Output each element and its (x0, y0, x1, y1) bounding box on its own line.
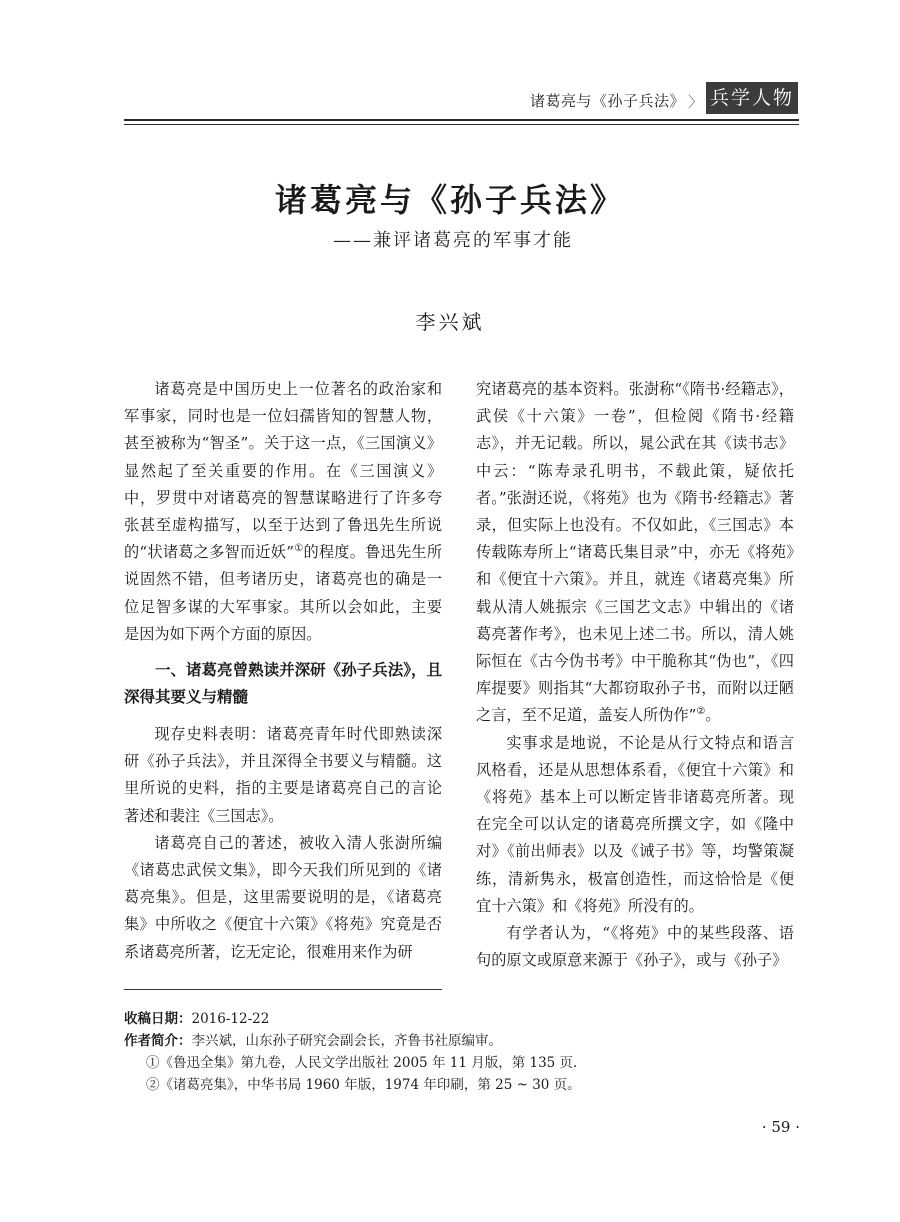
footnote-rule (124, 989, 442, 990)
paragraph: 实事求是地说，不论是从行文特点和语言风格看，还是从思想体系看，《便宜十六策》和《将苑》基本上可以断定皆非诸葛亮所著。现在完全可以认定的诸葛亮所撰文字，如《隆中对》《前出师表》以及《诫子书》等，均警策凝练，清新隽永，极富创造性，而这恰恰是《便宜十六策》和《将苑》所没有的。 (476, 733, 794, 915)
paragraph: 诸葛亮是中国历史上一位著名的政治家和军事家，同时也是一位妇孺皆知的智慧人物，甚至被称为“智圣”。关于这一点，《三国演义》显然起了至关重要的作用。在《三国演义》中，罗贯中对诸葛亮的智慧谋略进行了许多夸张甚至虚构描写，以至于达到了鲁迅先生所说的“状诸葛之多智而近妖”①的程度。鲁迅先生所说固然不错，但考诸历史，诸葛亮也的确是一位足智多谋的大军事家。其所以会如此，主要是因为如下两个方面的原因。 (124, 380, 443, 643)
article-title: 诸葛亮与《孙子兵法》 (274, 181, 625, 219)
header-rule-thick (124, 119, 799, 121)
footnote-2: ②《诸葛亮集》，中华书局 1960 年版，1974 年印刷，第 25 ~ 30 页。 (146, 1077, 581, 1093)
paragraph: 诸葛亮自己的著述，被收入清人张澍所编《诸葛忠武侯文集》，即今天我们所见到的《诸葛亮集》。但是，这里需要说明的是，《诸葛亮集》中所收之《便宜十六策》《将苑》究竟是否系诸葛亮所著，讫无定论，很难用来作为研 (124, 833, 442, 961)
author-name: 李兴斌 (415, 310, 485, 334)
footnote-ref: ② (696, 706, 706, 718)
section-heading: 一、诸葛亮曾熟读并深研《孙子兵法》，且深得其要义与精髓 (124, 661, 442, 707)
body-column-right (476, 376, 794, 974)
article-subtitle: ——兼评诸葛亮的军事才能 (333, 230, 573, 251)
footnote-ref: ① (294, 543, 304, 555)
running-header-title: 诸葛亮与《孙子兵法》 (529, 92, 685, 110)
page-number: · 59 · (761, 1118, 800, 1136)
paragraph: 现存史料表明：诸葛亮青年时代即熟读深研《孙子兵法》，并且深得全书要义与精髓。这里所说的史料，指的主要是诸葛亮自己的言论著述和裴注《三国志》。 (124, 725, 442, 825)
header-rule-thin (124, 124, 799, 125)
paragraph: 有学者认为，“《将苑》中的某些段落、语句的原文或原意来源于《孙子》，或与《孙子》 (476, 924, 794, 970)
section-tag: 兵学人物 (706, 82, 798, 114)
author-bio: 作者简介：李兴斌，山东孙子研究会副会长，齐鲁书社原编审。 (124, 1033, 502, 1049)
footnotes (124, 1008, 800, 1096)
footnote-1: ①《鲁迅全集》第九卷，人民文学出版社 2005 年 11 月版，第 135 页． (146, 1055, 587, 1071)
paragraph: 究诸葛亮的基本资料。张澍称“《隋书·经籍志》，武侯《十六策》一卷”，但检阅《隋书·经籍志》，并无记载。所以，晁公武在其《读书志》中云：“陈寿录孔明书，不载此策，疑依托者。”张澍还说，《将苑》也为《隋书·经籍志》著录，但实际上也没有。不仅如此，《三国志》本传载陈寿所上“诸葛氏集目录”中，亦无《将苑》和《便宜十六策》。并且，就连《诸葛亮集》所载从清人姚振宗《三国艺文志》中辑出的《诸葛亮著作考》，也未见上述二书。所以，清人姚际恒在《古今伪书考》中干脆称其“伪也”，《四库提要》则指其“大都窃取孙子书，而附以迂陋之言，至不足道，盖妄人所伪作”②。 (476, 380, 794, 725)
received-date: 收稿日期：2016-12-22 (124, 1011, 270, 1027)
chevron-right-icon: 〉 (688, 93, 704, 111)
body-column-left (124, 376, 442, 966)
